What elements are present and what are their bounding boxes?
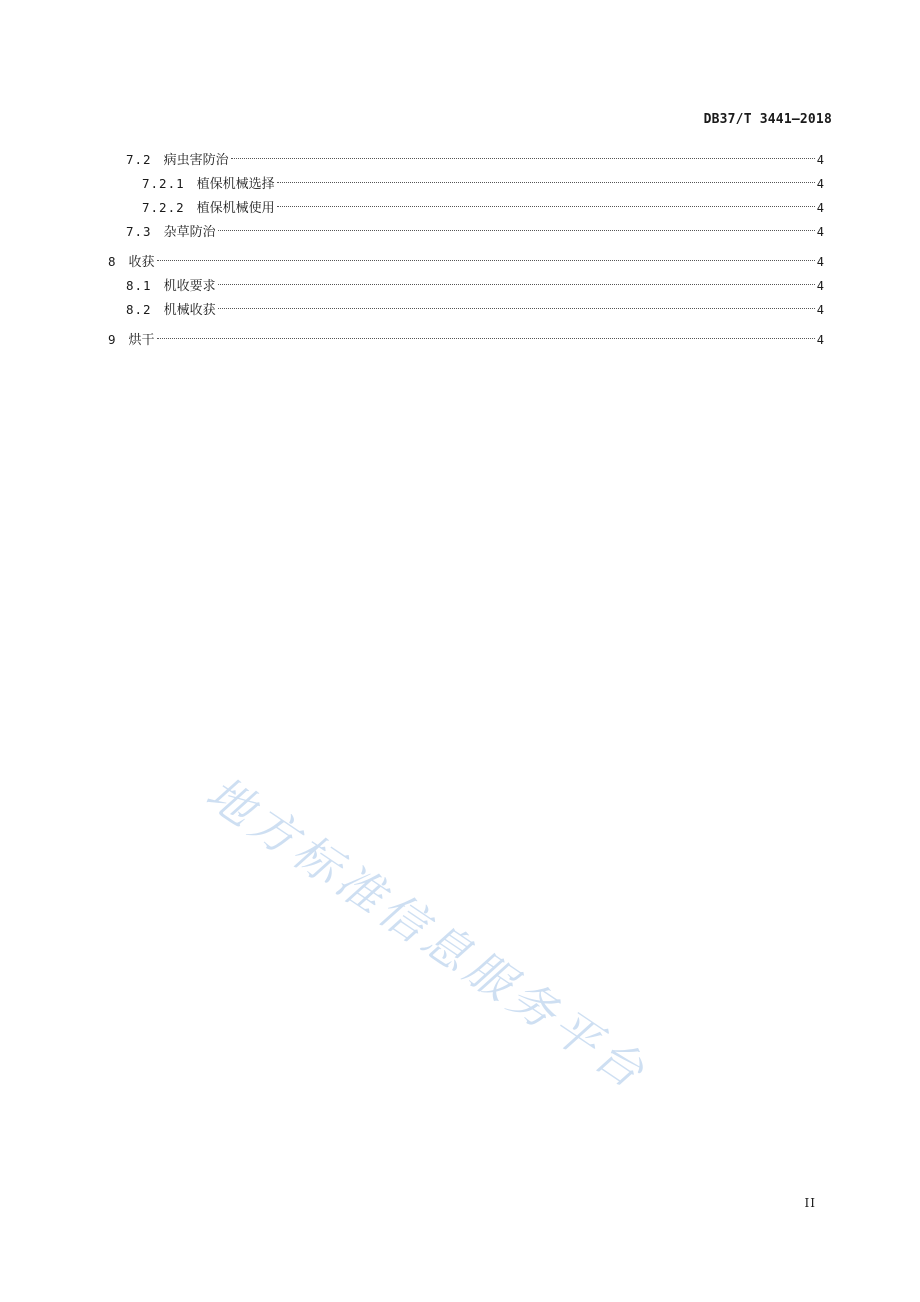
page-number: II xyxy=(804,1196,816,1210)
toc-entry-8-1[interactable] xyxy=(108,274,824,298)
toc-entry-title: 植保机械选择 xyxy=(196,177,275,192)
toc-entry-page: 4 xyxy=(816,201,824,215)
toc-leader-dots xyxy=(218,284,815,285)
toc-entry-7-2-1[interactable] xyxy=(108,172,824,196)
toc-entry-title: 烘干 xyxy=(128,333,155,348)
toc-entry-title: 机械收获 xyxy=(163,303,216,318)
toc-entry-7-3[interactable] xyxy=(108,220,824,244)
toc-entry-9[interactable] xyxy=(108,328,824,352)
toc-leader-dots xyxy=(231,158,815,159)
toc-entry-title: 植保机械使用 xyxy=(196,201,275,216)
toc-entry-page: 4 xyxy=(816,303,824,317)
toc-entry-number: 7.2.2 xyxy=(142,200,185,215)
toc-leader-dots xyxy=(218,308,815,309)
toc-entry-title: 病虫害防治 xyxy=(163,153,229,168)
toc-leader-dots xyxy=(157,338,815,339)
toc-entry-number: 8 xyxy=(108,254,117,269)
toc-leader-dots xyxy=(277,182,815,183)
toc-entry-number: 9 xyxy=(108,332,117,347)
toc-entry-8[interactable] xyxy=(108,250,824,274)
toc-entry-number: 8.2 xyxy=(126,302,152,317)
toc-entry-title: 机收要求 xyxy=(163,279,216,294)
toc-entry-7-2-2[interactable] xyxy=(108,196,824,220)
toc-leader-dots xyxy=(277,206,815,207)
toc-entry-8-2[interactable] xyxy=(108,298,824,322)
toc-entry-page: 4 xyxy=(816,153,824,167)
toc-entry-number: 7.2 xyxy=(126,152,152,167)
toc-entry-number: 7.3 xyxy=(126,224,152,239)
toc-entry-page: 4 xyxy=(816,279,824,293)
toc-entry-page: 4 xyxy=(816,177,824,191)
toc-entry-number: 7.2.1 xyxy=(142,176,185,191)
toc-entry-number: 8.1 xyxy=(126,278,152,293)
standard-code: DB37/T 3441—2018 xyxy=(703,112,832,127)
toc-entry-page: 4 xyxy=(816,225,824,239)
toc-leader-dots xyxy=(218,230,815,231)
toc-entry-7-2[interactable] xyxy=(108,148,824,172)
toc-leader-dots xyxy=(157,260,815,261)
watermark-text: 地方标准信息服务平台 xyxy=(196,765,659,1102)
toc-entry-title: 杂草防治 xyxy=(163,225,216,240)
table-of-contents xyxy=(108,148,824,352)
toc-entry-title: 收获 xyxy=(128,255,155,270)
toc-entry-page: 4 xyxy=(816,255,824,269)
toc-entry-page: 4 xyxy=(816,333,824,347)
